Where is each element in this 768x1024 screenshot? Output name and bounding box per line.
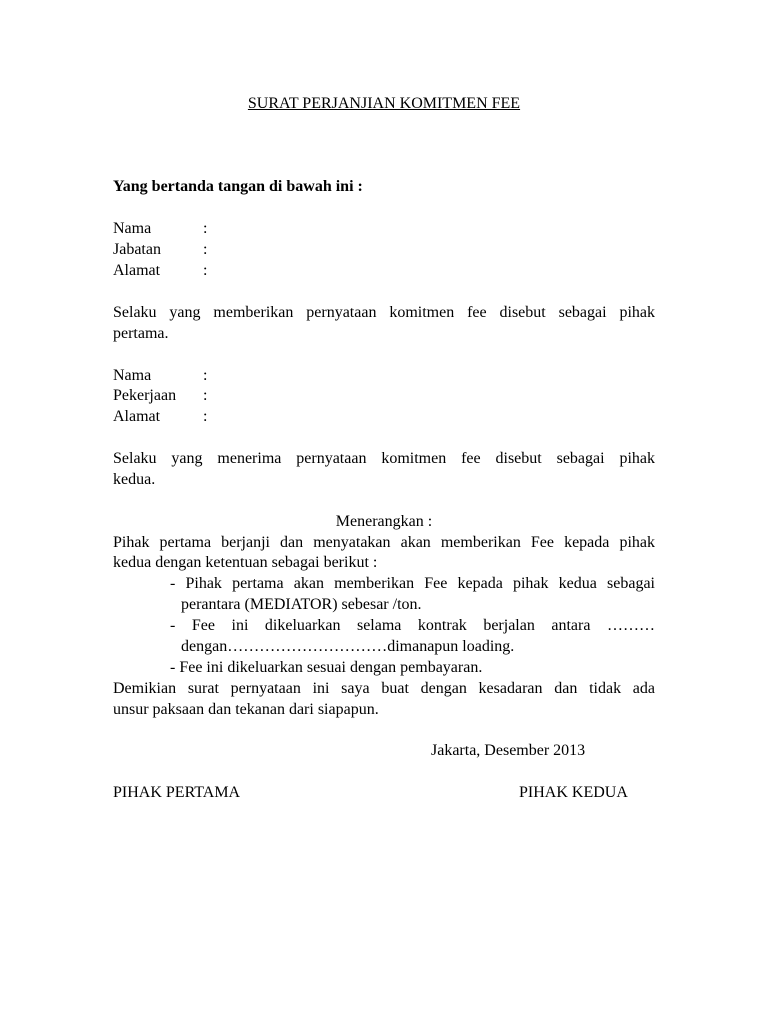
closing-line2: unsur paksaan dan tekanan dari siapapun. xyxy=(113,701,379,718)
signature-first-party: PIHAK PERTAMA xyxy=(113,784,241,801)
document-title: SURAT PERJANJIAN KOMITMEN FEE xyxy=(247,95,521,112)
closing-line1: Demikian surat pernyataan ini saya buat dengan kesadaran dan tidak ada xyxy=(113,680,655,697)
statement-first-line1: Selaku yang memberikan pernyataan komitmen fee disebut sebagai pihak xyxy=(113,304,655,321)
list-item-3: - Fee ini dikeluarkan sesuai dengan pembayaran. xyxy=(170,659,483,676)
field-label-alamat-first: Alamat xyxy=(113,262,161,279)
field-label-name-first: Nama xyxy=(113,220,152,237)
declaration-line1: Pihak pertama berjanji dan menyatakan akan memberikan Fee kepada pihak xyxy=(113,534,655,551)
list-item-1-line1: - Pihak pertama akan memberikan Fee kepada pihak kedua sebagai xyxy=(170,575,655,592)
field-colon: : xyxy=(203,408,208,425)
statement-second-line1: Selaku yang menerima pernyataan komitmen fee disebut sebagai pihak xyxy=(113,450,655,467)
field-label-jabatan: Jabatan xyxy=(113,241,161,258)
list-item-2-line1: - Fee ini dikeluarkan selama kontrak berjalan antara ……… xyxy=(170,617,655,634)
list-item-1-line2: perantara (MEDIATOR) sebesar /ton. xyxy=(181,596,422,613)
signature-second-party: PIHAK KEDUA xyxy=(519,784,628,801)
field-label-name-second: Nama xyxy=(113,367,152,384)
field-colon: : xyxy=(203,262,208,279)
field-colon: : xyxy=(203,387,208,404)
declaration-heading: Menerangkan : xyxy=(335,513,433,530)
place-date: Jakarta, Desember 2013 xyxy=(431,742,586,759)
statement-first-line2: pertama. xyxy=(113,325,169,342)
intro-text: Yang bertanda tangan di bawah ini : xyxy=(113,178,363,195)
field-label-pekerjaan: Pekerjaan xyxy=(113,387,177,404)
field-label-alamat-second: Alamat xyxy=(113,408,161,425)
field-colon: : xyxy=(203,241,208,258)
declaration-line2: kedua dengan ketentuan sebagai berikut : xyxy=(113,554,378,571)
statement-second-line2: kedua. xyxy=(113,471,156,488)
field-colon: : xyxy=(203,367,208,384)
list-item-2-line2: dengan…………………………dimanapun loading. xyxy=(181,638,515,655)
field-colon: : xyxy=(203,220,208,237)
